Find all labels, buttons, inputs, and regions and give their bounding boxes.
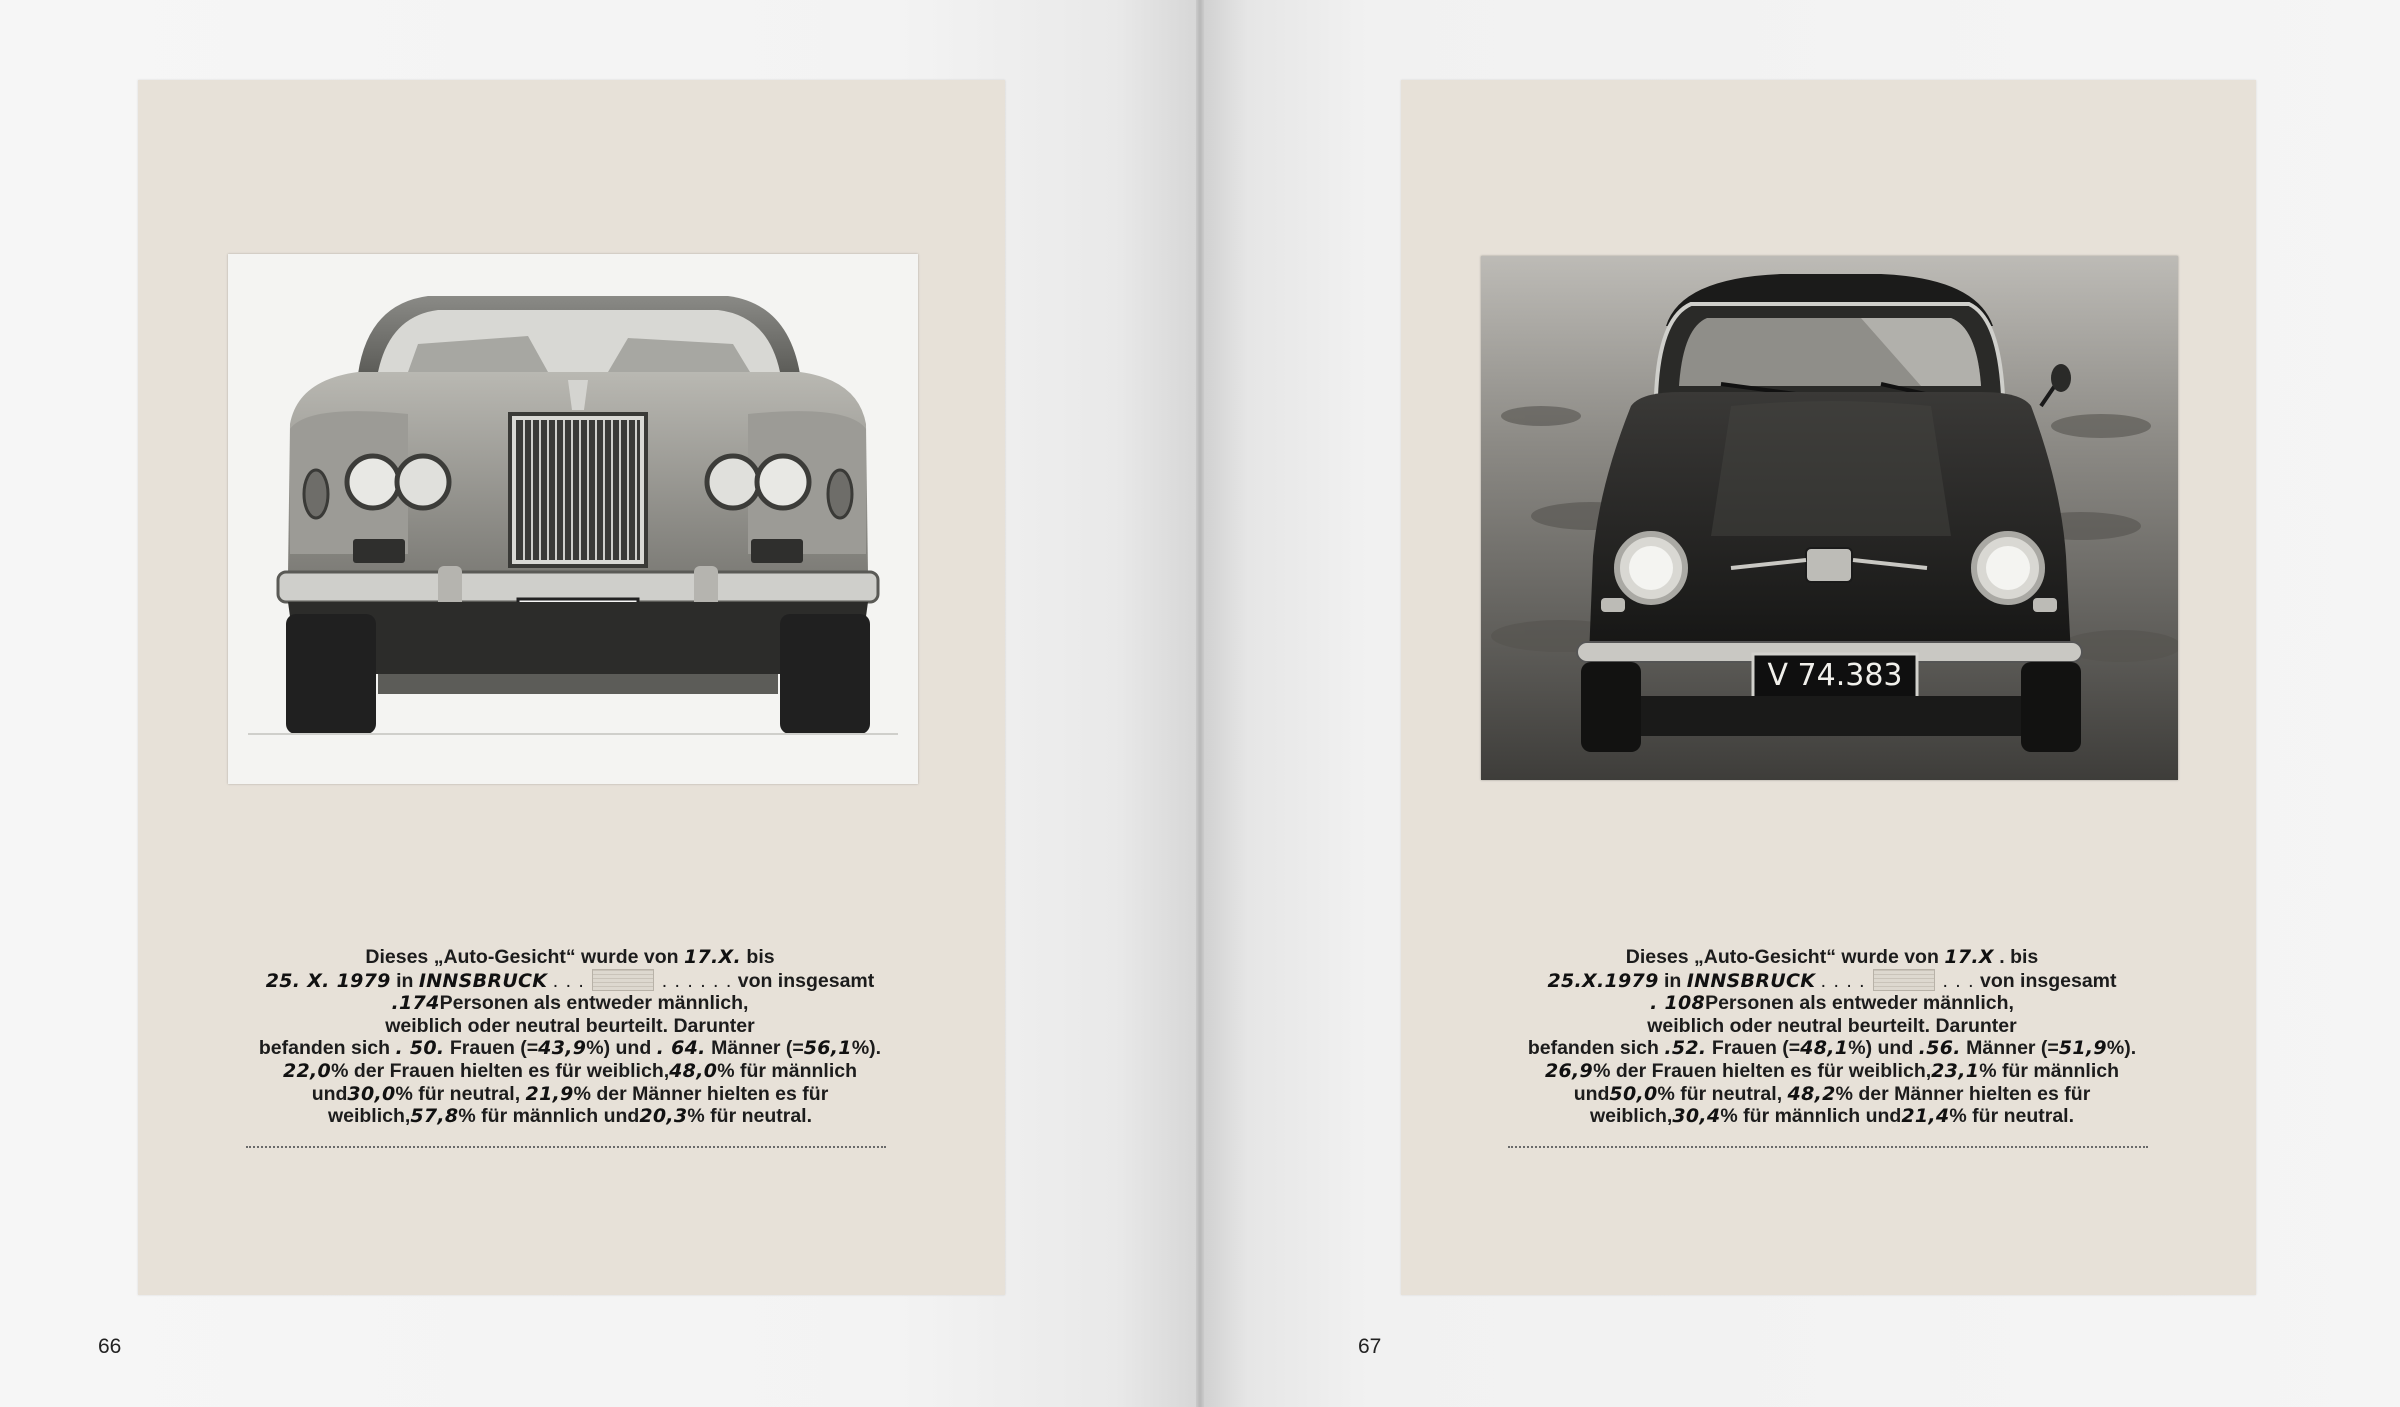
dotted-rule	[246, 1146, 886, 1152]
handwritten-women-masculine-percent: 23,1	[1931, 1059, 1980, 1082]
handwritten-men-percent: 56,1	[803, 1037, 852, 1060]
caption-line-4: weiblich oder neutral beurteilt. Darunter	[385, 1014, 755, 1037]
rolls-royce-photo	[228, 254, 918, 784]
handwritten-start-date: 17.X.	[683, 946, 741, 968]
caption-line-2: 25.X.1979 in INNSBRUCK . . . . . . . von insgesamt	[1547, 969, 2117, 992]
left-caption	[190, 946, 950, 1128]
caption-line-1: Dieses „Auto-Gesicht“ wurde von 17.X . bis	[1625, 946, 2039, 968]
handwritten-women-neutral-percent: 50,0	[1609, 1082, 1658, 1105]
handwritten-women-percent: 43,9	[538, 1037, 587, 1060]
right-caption	[1452, 946, 2212, 1128]
handwritten-city: INNSBRUCK	[1686, 969, 1816, 992]
handwritten-men-neutral-percent: 20,3	[639, 1105, 688, 1128]
caption-line-5: befanden sich .52. Frauen (=48,1%) und .56. Männer (=51,9%).	[1527, 1037, 2137, 1060]
caption-line-8: weiblich,57,8% für männlich und20,3% für neutral.	[327, 1105, 813, 1128]
caption-line-6: 22,0% der Frauen hielten es für weiblich,48,0% für männlich	[282, 1059, 858, 1082]
caption-line-2: 25. X. 1979 in INNSBRUCK . . . . . . . . . von insgesamt	[265, 969, 875, 992]
dotted-rule	[1508, 1146, 2148, 1152]
handwritten-men-percent: 51,9	[2058, 1037, 2107, 1060]
page-number-right: 67	[1358, 1335, 1382, 1358]
handwritten-men-masculine-percent: 57,8	[410, 1105, 459, 1128]
fiat-500-photo	[1481, 256, 2178, 780]
caption-line-7: und50,0% für neutral, 48,2% der Männer hielten es für	[1573, 1082, 2091, 1105]
rubber-stamp-mark	[592, 969, 654, 991]
handwritten-end-date: 25.X.1979	[1547, 969, 1659, 992]
caption-line-4: weiblich oder neutral beurteilt. Darunter	[1647, 1014, 2017, 1037]
handwritten-city: INNSBRUCK	[418, 969, 548, 992]
handwritten-women-count: . 50.	[395, 1037, 445, 1060]
handwritten-men-feminine-percent: 48,2	[1787, 1082, 1836, 1105]
handwritten-men-feminine-percent: 21,9	[525, 1082, 574, 1105]
handwritten-women-feminine-percent: 26,9	[1544, 1059, 1594, 1082]
fiat-500-plate: V 74.383	[1767, 658, 1903, 693]
handwritten-women-count: .52.	[1664, 1037, 1707, 1060]
handwritten-total-persons: .174	[391, 992, 440, 1015]
handwritten-start-date: 17.X	[1944, 946, 1994, 968]
caption-line-8: weiblich,30,4% für männlich und21,4% für neutral.	[1589, 1105, 2075, 1128]
caption-line-6: 26,9% der Frauen hielten es für weiblich,23,1% für männlich	[1544, 1059, 2120, 1082]
handwritten-women-masculine-percent: 48,0	[669, 1059, 718, 1082]
caption-line-1: Dieses „Auto-Gesicht“ wurde von 17.X. bis	[365, 946, 775, 968]
handwritten-men-masculine-percent: 30,4	[1672, 1105, 1721, 1128]
rolls-royce-front-image	[228, 254, 918, 784]
handwritten-women-percent: 48,1	[1800, 1037, 1849, 1060]
page-number-left: 66	[98, 1335, 122, 1358]
handwritten-women-feminine-percent: 22,0	[282, 1059, 332, 1082]
handwritten-women-neutral-percent: 30,0	[347, 1082, 396, 1105]
handwritten-total-persons: . 108	[1650, 992, 1706, 1015]
caption-line-3: . 108Personen als entweder männlich,	[1650, 992, 2014, 1015]
handwritten-men-count: . 64.	[656, 1037, 706, 1060]
handwritten-end-date: 25. X. 1979	[265, 969, 391, 992]
caption-line-7: und30,0% für neutral, 21,9% der Männer hielten es für	[311, 1082, 829, 1105]
handwritten-men-count: .56.	[1918, 1037, 1961, 1060]
handwritten-men-neutral-percent: 21,4	[1901, 1105, 1950, 1128]
rubber-stamp-mark	[1873, 969, 1935, 991]
caption-line-5: befanden sich . 50. Frauen (=43,9%) und . 64. Männer (=56,1%).	[258, 1037, 882, 1060]
caption-line-3: .174Personen als entweder männlich,	[391, 992, 749, 1015]
fiat-500-front-image	[1481, 256, 2178, 780]
book-gutter	[1196, 0, 1204, 1407]
